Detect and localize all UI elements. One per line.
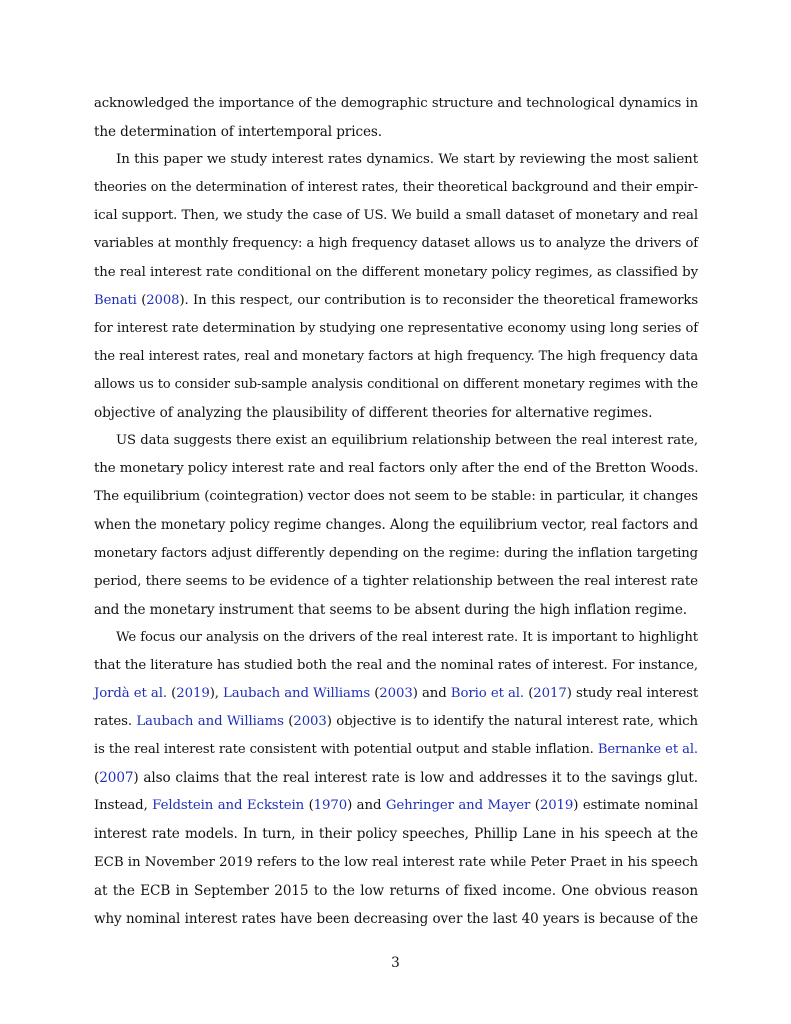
citation-year-link[interactable]: 2003 (293, 714, 327, 730)
citation-link[interactable]: Benati (94, 292, 137, 308)
text-line: ical support. Then, we study the case of US. We build a small dataset of monetary and real (94, 208, 698, 224)
citation-year-link[interactable]: 2008 (146, 292, 180, 308)
citation-link[interactable]: Jordà et al. (94, 685, 168, 701)
text-line: (2007) also claims that the real interest rate is low and addresses it to the savings glut. (94, 770, 698, 787)
body-text (94, 90, 698, 933)
citation-link[interactable]: Laubach and Williams (223, 685, 371, 701)
text-line: rates. Laubach and Williams (2003) objective is to identify the natural interest rate, which (94, 714, 698, 730)
paragraph-3 (94, 427, 698, 624)
citation-link[interactable]: Feldstein and Eckstein (152, 798, 305, 814)
text-line: Benati (2008). In this respect, our contribution is to reconsider the theoretical frameworks (94, 292, 698, 308)
text-line: when the monetary policy regime changes. Along the equilibrium vector, real factors and (94, 517, 698, 534)
text-line: ECB in November 2019 refers to the low real interest rate while Peter Praet in his speech (94, 854, 698, 870)
citation-year-link[interactable]: 2017 (533, 685, 567, 701)
text-line: Jordà et al. (2019), Laubach and Williams (2003) and Borio et al. (2017) study real interest (94, 685, 699, 701)
text-line: the real interest rate conditional on the different monetary policy regimes, as classified by (94, 264, 698, 280)
text-line: Instead, Feldstein and Eckstein (1970) and Gehringer and Mayer (2019) estimate nominal (94, 798, 698, 814)
citation-link[interactable]: Laubach and Williams (136, 714, 284, 730)
text-line: the real interest rates, real and monetary factors at high frequency. The high frequency data (94, 348, 698, 364)
citation-year-link[interactable]: 2007 (99, 770, 134, 787)
text-line: The equilibrium (cointegration) vector does not seem to be stable: in particular, it changes (94, 489, 698, 505)
citation-year-link[interactable]: 2019 (539, 798, 574, 814)
text-line: variables at monthly frequency: a high frequency dataset allows us to analyze the drivers of (94, 236, 698, 252)
citation-year-link[interactable]: 2003 (379, 685, 413, 701)
text-line: interest rate models. In turn, in their policy speeches, Phillip Lane in his speech at the (94, 826, 698, 843)
text-line: acknowledged the importance of the demographic structure and technological dynamics in (94, 96, 698, 111)
citation-link[interactable]: Borio et al. (450, 685, 525, 701)
text-line: and the monetary instrument that seems to be absent during the high inflation regime. (94, 601, 687, 618)
text-line: In this paper we study interest rates dynamics. We start by reviewing the most salient (116, 152, 698, 168)
text-line: US data suggests there exist an equilibrium relationship between the real interest rate, (116, 433, 698, 449)
text-line: objective of analyzing the plausibility of different theories for alternative regimes. (94, 405, 653, 422)
text-line: allows us to consider sub-sample analysis conditional on different monetary regimes with the (94, 376, 698, 392)
text-line: that the literature has studied both the real and the nominal rates of interest. For instance, (94, 657, 698, 673)
paragraph-4 (94, 624, 698, 933)
text-line: at the ECB in September 2015 to the low returns of fixed income. One obvious reason (94, 882, 698, 899)
text-line: is the real interest rate consistent with potential output and stable inflation. Bernanke et al. (94, 742, 698, 758)
citation-year-link[interactable]: 1970 (313, 798, 348, 814)
text-line: period, there seems to be evidence of a tighter relationship between the real interest rate (94, 573, 698, 589)
text-line: We focus our analysis on the drivers of the real interest rate. It is important to highlight (116, 629, 698, 645)
text-line: the determination of intertemporal prices. (94, 124, 383, 141)
citation-link[interactable]: Gehringer and Mayer (385, 798, 531, 814)
citation-year-link[interactable]: 2019 (176, 685, 210, 701)
text-line: for interest rate determination by studying one representative economy using long series of (94, 320, 698, 336)
text-line: theories on the determination of interest rates, their theoretical background and their empir- (94, 180, 698, 196)
paragraph-2 (94, 146, 698, 427)
paragraph-1 (94, 90, 698, 146)
text-line: why nominal interest rates have been decreasing over the last 40 years is because of the (94, 910, 698, 927)
citation-link[interactable]: Bernanke et al. (597, 742, 698, 758)
page-number: 3 (391, 955, 400, 971)
text-line: monetary factors adjust differently depending on the regime: during the inflation targeting (94, 545, 698, 561)
text-line: the monetary policy interest rate and real factors only after the end of the Bretton Woods. (94, 461, 699, 477)
